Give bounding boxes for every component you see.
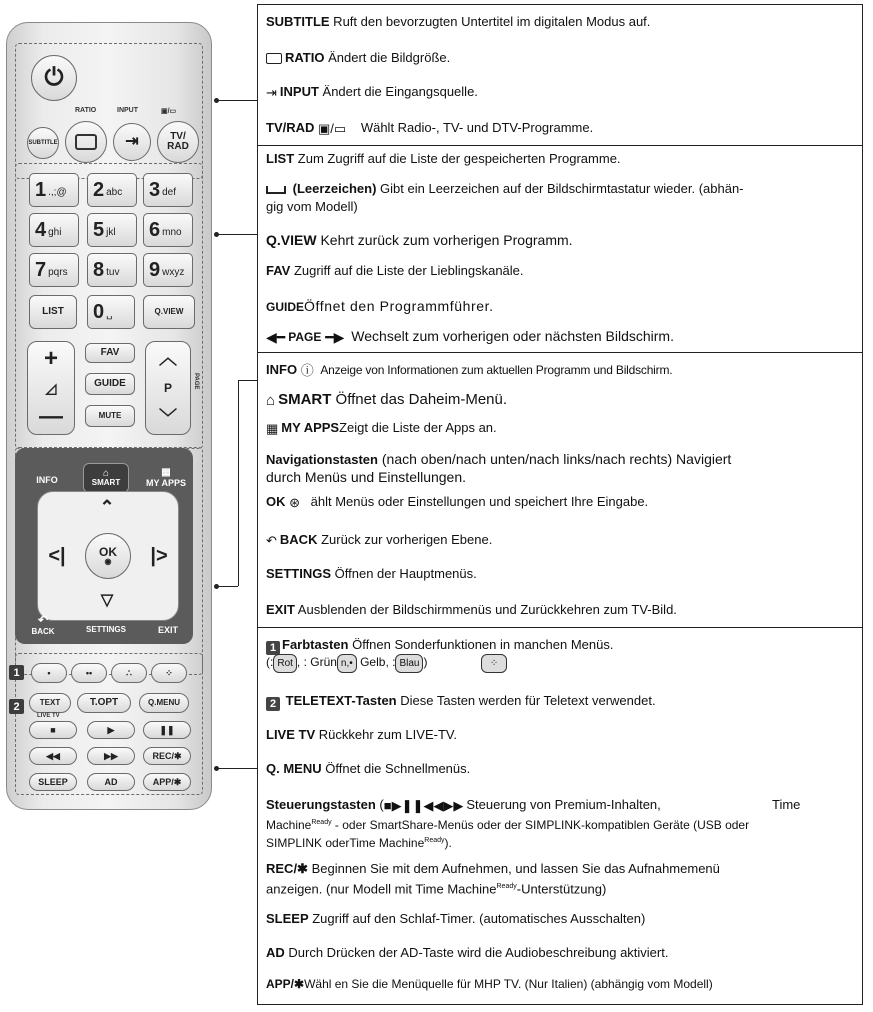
four-dots-icon: ⁘: [165, 667, 173, 678]
nav-right-button[interactable]: [145, 541, 173, 571]
remote-control: [6, 22, 212, 810]
qview-desc: Kehrt zurück zum vorherigen Programm.: [316, 232, 573, 248]
fast-forward-button[interactable]: [87, 747, 135, 765]
steuer-time: Time: [772, 797, 801, 812]
farb-p3: Gelb, :: [356, 655, 396, 669]
play-button[interactable]: [87, 721, 135, 739]
tvrad-desc: Wählt Radio-, TV- und DTV-Programme.: [360, 120, 594, 135]
number-key-letters: tuv: [106, 267, 120, 278]
nav-up-button[interactable]: [89, 495, 125, 519]
space-key: (Leerzeichen): [292, 181, 377, 196]
panel-navigation-buttons: [257, 352, 863, 628]
row-navigation: [266, 451, 856, 468]
input-key: INPUT: [279, 84, 319, 99]
row-ratio: [266, 49, 856, 66]
input-icon: ⇥: [266, 85, 277, 101]
apps-grid-icon: ▦: [266, 421, 279, 437]
qview-key: Q.VIEW: [266, 232, 317, 248]
steuer-mid: Steuerung von Premium-Inhalten,: [466, 797, 661, 812]
ratio-key: RATIO: [285, 50, 325, 65]
sleep-key: SLEEP: [266, 911, 309, 926]
program-label: P: [163, 380, 172, 395]
number-key-letters: ghi: [48, 227, 62, 238]
list-button[interactable]: LIST: [29, 295, 77, 329]
steuer-ready: Ready: [311, 819, 332, 826]
triangle-dots-icon: ∴: [126, 667, 132, 678]
row-farbtasten-colors: [266, 654, 856, 673]
number-key-9[interactable]: [143, 253, 193, 287]
settings-button[interactable]: SETTINGS: [85, 625, 126, 634]
number-key-4[interactable]: [29, 213, 79, 247]
panel-color-teletext-buttons: [257, 627, 863, 1005]
tvrad-key: TV/RAD: [266, 120, 315, 135]
ok-dot-icon: ◉: [104, 557, 112, 566]
farb-p4: ): [423, 655, 428, 669]
fav-desc: Zugriff auf die Liste der Lieblingskanäle.: [290, 263, 524, 278]
settings-desc: Öffnen der Hauptmenüs.: [331, 566, 477, 581]
number-key-letters: abc: [106, 187, 123, 198]
steuer-desc: (: [375, 797, 384, 812]
guide-key: GUIDE: [266, 300, 305, 314]
ok-circle-icon: ⊛: [289, 495, 301, 511]
tvrad-label: ▣/▭: [161, 108, 177, 115]
farb-red-box: Rot: [273, 654, 297, 673]
chevron-down-icon: ▽: [100, 592, 114, 609]
color-button-yellow[interactable]: [111, 663, 147, 683]
livetv-label: LIVE TV: [37, 713, 60, 719]
stop-button[interactable]: [29, 721, 77, 739]
row-steuerung: [266, 796, 856, 814]
apps-grid-icon: ▦: [161, 467, 171, 478]
row-space-cont: [266, 198, 856, 215]
number-key-letters: mno: [162, 227, 182, 238]
ratio-icon: [75, 134, 97, 150]
row-ok: [266, 493, 856, 511]
row-fav: [266, 262, 856, 279]
row-tvrad: [266, 119, 856, 137]
number-key-8[interactable]: [87, 253, 137, 287]
home-icon: ⌂: [266, 391, 276, 409]
app-desc: Wähl en Sie die Menüquelle für MHP TV. (Nur Italien) (abhängig vom Modell): [304, 977, 713, 991]
myapps-desc: Zeigt die Liste der Apps an.: [339, 420, 497, 435]
chevron-up-icon: ︿: [159, 348, 177, 369]
row-smart: [266, 391, 856, 409]
number-key-letters: wxyz: [162, 267, 185, 278]
steuer-l2b: - oder SmartShare-Menüs oder der SIMPLINK-kompatiblen Geräte (USB oder: [331, 818, 750, 832]
number-key-6[interactable]: [143, 213, 193, 247]
teletext-key: TELETEXT-Tasten: [285, 693, 397, 708]
power-button[interactable]: ⏻: [31, 55, 77, 101]
nav-key: Navigationstasten: [266, 452, 378, 467]
input-button[interactable]: [113, 123, 151, 161]
guide-desc: Öffnet den Programmführer.: [304, 298, 494, 314]
steuer-ready-2: Ready: [424, 837, 445, 844]
smart-key: SMART: [278, 391, 332, 408]
badge-2: 2: [9, 699, 24, 714]
farb-blue-box: Blau: [395, 654, 423, 673]
color-button-red[interactable]: [31, 663, 67, 683]
settings-key: SETTINGS: [266, 566, 332, 581]
steuer-l3b: ).: [444, 836, 452, 850]
color-button-green[interactable]: [71, 663, 107, 683]
rec-ready: Ready: [496, 883, 517, 890]
livetv-key: LIVE TV: [266, 727, 316, 742]
number-key-digit: 8: [93, 259, 105, 281]
nav-desc-cont: durch Menüs und Einstellungen.: [266, 469, 467, 485]
mute-button[interactable]: MUTE: [85, 405, 135, 427]
number-key-letters: .,;@: [48, 187, 67, 198]
number-key-letters: pqrs: [48, 267, 68, 278]
row-sleep: [266, 910, 856, 927]
number-key-3[interactable]: [143, 173, 193, 207]
info-desc: Anzeige von Informationen zum aktuellen Programm und Bildschirm.: [320, 363, 673, 377]
fav-key: FAV: [266, 263, 291, 278]
ratio-desc: Ändert die Bildgröße.: [328, 50, 451, 65]
row-livetv: [266, 726, 856, 743]
rec-desc: Beginnen Sie mit dem Aufnehmen, und lassen Sie das Aufnahmemenü: [307, 861, 720, 876]
nav-desc: (nach oben/nach unten/nach links/nach rechts) Navigiert: [377, 451, 732, 467]
row-input: [266, 83, 856, 101]
row-ad: [266, 944, 856, 961]
exit-key: EXIT: [266, 602, 295, 617]
number-key-digit: 7: [35, 259, 47, 281]
qview-button[interactable]: Q.VIEW: [143, 295, 195, 329]
steuer-l2a: Machine: [266, 818, 312, 832]
tv-radio-icon: ▣/▭: [318, 121, 347, 137]
ad-button[interactable]: AD: [87, 773, 135, 791]
badge-1: 1: [9, 665, 24, 680]
app-button[interactable]: APP/✱: [143, 773, 191, 791]
input-label: INPUT: [117, 107, 138, 114]
nav-left-button[interactable]: [43, 541, 71, 571]
chevron-right-icon: |>: [150, 545, 168, 567]
connector-line-3c: [238, 380, 257, 381]
list-key: LIST: [266, 151, 295, 166]
row-guide: [266, 298, 856, 316]
row-steuerung-3: [266, 832, 856, 852]
list-desc: Zum Zugriff auf die Liste der gespeicherten Programme.: [294, 151, 621, 166]
ok-key: OK: [266, 494, 286, 509]
number-key-7[interactable]: [29, 253, 79, 287]
badge-1-icon: 1: [266, 641, 280, 655]
media-control-icons: ■▶❚❚◀◀▶▶: [383, 798, 464, 814]
ratio-icon: [266, 53, 282, 64]
rec-desc2b: -Unterstützung): [516, 881, 607, 897]
pause-icon: ❚❚: [159, 724, 175, 735]
space-icon: [266, 186, 286, 194]
panel-number-buttons: [257, 145, 863, 353]
steuer-l3a: SIMPLINK oderTime Machine: [266, 836, 425, 850]
app-key: APP/✱: [266, 977, 305, 991]
exit-button[interactable]: EXIT: [157, 625, 178, 635]
subtitle-button[interactable]: SUBTITLE: [27, 127, 59, 159]
fav-button[interactable]: FAV: [85, 343, 135, 363]
four-dots-icon: ⁘: [481, 654, 507, 673]
rec-button[interactable]: REC/✱: [143, 747, 191, 765]
exit-desc: Ausblenden der Bildschirmmenüs und Zurückkehren zum TV-Bild.: [294, 602, 677, 617]
rewind-button[interactable]: [29, 747, 77, 765]
number-key-digit: 4: [35, 219, 47, 241]
row-qmenu: [266, 760, 856, 777]
farb-desc: Öffnen Sonderfunktionen in manchen Menüs.: [348, 637, 614, 652]
volume-rocker[interactable]: [27, 341, 75, 435]
farb-key: Farbtasten: [282, 637, 349, 652]
connector-line-4: [218, 768, 257, 769]
ok-label: OK: [99, 545, 117, 559]
page-label: PAGE: [193, 373, 199, 390]
ok-button[interactable]: [85, 533, 131, 579]
connector-line-3a: [218, 586, 238, 587]
color-button-blue[interactable]: [151, 663, 187, 683]
number-key-0-digit: 0: [93, 301, 105, 323]
arrow-right-icon: ━▶: [325, 328, 345, 345]
row-app: [266, 976, 856, 993]
row-navigation-cont: [266, 469, 856, 486]
number-key-5[interactable]: [87, 213, 137, 247]
row-settings: [266, 565, 856, 582]
space-desc: Gibt ein Leerzeichen auf der Bildschirmtastatur wieder. (abhän-: [376, 181, 744, 196]
info-circle-icon: ⓘ: [300, 363, 314, 379]
sleep-button[interactable]: SLEEP: [29, 773, 77, 791]
connector-line-2: [218, 234, 257, 235]
smart-button[interactable]: [83, 463, 129, 493]
back-label: BACK: [31, 627, 55, 636]
rec-key: REC/✱: [266, 861, 308, 876]
ad-desc: Durch Drücken der AD-Taste wird die Audiobeschreibung aktiviert.: [284, 945, 669, 960]
teletext-desc: Diese Tasten werden für Teletext verwendet.: [396, 693, 656, 708]
info-key: INFO: [266, 362, 298, 377]
play-icon: ▶: [107, 724, 115, 735]
info-button[interactable]: INFO: [36, 475, 58, 485]
qmenu-desc: Öffnet die Schnellmenüs.: [321, 761, 471, 776]
topt-button[interactable]: T.OPT: [77, 693, 131, 713]
qmenu-key: Q. MENU: [266, 761, 322, 776]
back-desc: Zurück zur vorherigen Ebene.: [317, 532, 493, 547]
sleep-desc: Zugriff auf den Schlaf-Timer. (automatisches Ausschalten): [308, 911, 646, 926]
back-button[interactable]: [23, 613, 63, 636]
farb-p2: , : Grün: [296, 655, 337, 669]
subtitle-desc: Ruft den bevorzugten Untertitel im digitalen Modus auf.: [329, 14, 651, 29]
number-key-0[interactable]: [87, 295, 135, 329]
back-arrow-icon: ↶: [266, 533, 277, 549]
panel-top-buttons: [257, 4, 863, 146]
fast-forward-icon: ▶▶: [104, 750, 118, 761]
badge-2-icon: 2: [266, 697, 280, 711]
steuer-key: Steuerungstasten: [266, 797, 376, 812]
row-farbtasten: [266, 636, 856, 655]
home-icon: ⌂: [102, 468, 110, 479]
row-subtitle: [266, 13, 856, 30]
chevron-left-icon: <|: [48, 545, 66, 567]
smart-desc: Öffnet das Daheim-Menü.: [331, 391, 508, 408]
rec-desc2a: anzeigen. (nur Modell mit Time Machine: [266, 881, 497, 897]
back-key: BACK: [279, 532, 318, 547]
row-space: [266, 180, 856, 197]
number-key-digit: 5: [93, 219, 105, 241]
subtitle-key: SUBTITLE: [266, 14, 330, 29]
livetv-desc: Rückkehr zum LIVE-TV.: [315, 727, 457, 742]
pause-button[interactable]: [143, 721, 191, 739]
tvrad-button[interactable]: TV/ RAD: [157, 121, 199, 163]
volume-up-icon: +: [43, 345, 58, 372]
farb-green-box: n,•: [337, 654, 357, 673]
rewind-icon: ◀◀: [46, 750, 60, 761]
number-key-digit: 2: [93, 179, 105, 201]
myapps-button[interactable]: [137, 467, 195, 488]
back-arrow-icon: ↶: [37, 613, 49, 627]
input-icon: ⇥: [125, 133, 139, 150]
row-rec: [266, 860, 856, 877]
row-info: [266, 361, 856, 379]
row-list: [266, 150, 856, 167]
ratio-button[interactable]: [65, 121, 107, 163]
number-key-letters: def: [162, 187, 177, 198]
program-rocker[interactable]: [145, 341, 191, 435]
farb-p1: (:: [266, 655, 274, 669]
row-rec-cont: [266, 878, 856, 897]
myapps-key: MY APPS: [281, 420, 340, 435]
number-key-digit: 6: [149, 219, 161, 241]
number-key-1[interactable]: [29, 173, 79, 207]
ratio-label: RATIO: [75, 107, 97, 114]
page-desc: Wechselt zum vorherigen oder nächsten Bildschirm.: [347, 328, 674, 344]
qmenu-button[interactable]: Q.MENU: [139, 693, 189, 713]
guide-button[interactable]: GUIDE: [85, 373, 135, 395]
input-desc: Ändert die Eingangsquelle.: [318, 84, 478, 99]
volume-icon: ◿: [45, 380, 57, 396]
space-desc-cont: gig vom Modell): [266, 199, 358, 214]
ok-desc: ählt Menüs oder Einstellungen und speichert Ihre Eingabe.: [310, 494, 649, 509]
volume-down-icon: —: [39, 403, 63, 430]
number-key-digit: 1: [35, 179, 47, 201]
row-page: [266, 328, 856, 346]
stop-icon: ■: [50, 724, 56, 735]
number-key-digit: 3: [149, 179, 161, 201]
chevron-down-icon: ﹀: [159, 407, 177, 428]
connector-line-3b: [238, 380, 239, 586]
smart-label: SMART: [91, 478, 121, 487]
arrow-left-icon: ◀━: [266, 328, 286, 345]
row-back: [266, 531, 856, 549]
text-button[interactable]: TEXT: [29, 693, 71, 713]
number-key-digit: 9: [149, 259, 161, 281]
myapps-label: MY APPS: [145, 478, 186, 488]
dot-icon: •: [47, 667, 51, 678]
space-icon: ␣: [106, 309, 113, 320]
row-exit: [266, 601, 856, 618]
ad-key: AD: [266, 945, 285, 960]
row-qview: [266, 232, 856, 249]
chevron-up-icon: ⌃: [99, 497, 115, 517]
row-steuerung-2: [266, 814, 856, 834]
row-myapps: [266, 419, 856, 437]
dots-icon: ••: [85, 667, 93, 678]
nav-down-button[interactable]: [89, 589, 125, 613]
connector-line-1: [218, 100, 257, 101]
number-key-letters: jkl: [106, 227, 116, 238]
row-teletext: [266, 692, 856, 711]
number-key-2[interactable]: [87, 173, 137, 207]
page-key: PAGE: [288, 330, 322, 344]
